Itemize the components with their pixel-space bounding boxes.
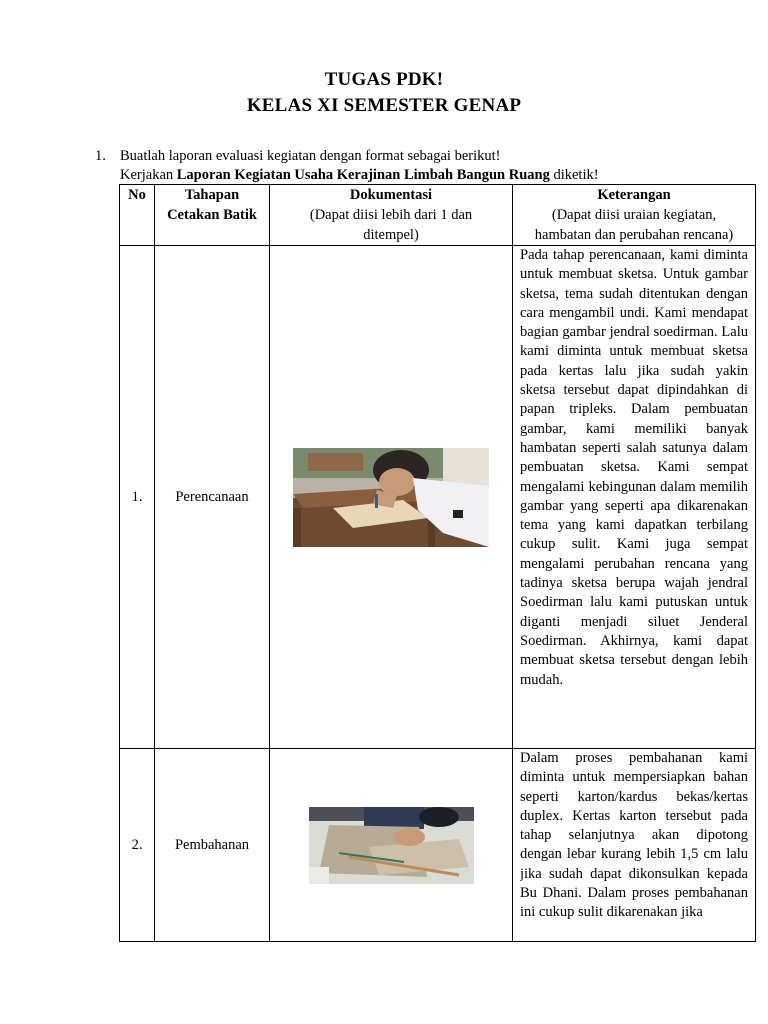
row-tahapan: Pembahanan: [155, 749, 270, 942]
row-tahapan: Perencanaan: [155, 246, 270, 749]
documentation-photo-sketching: [293, 448, 489, 547]
instruction-number: 1.: [95, 148, 106, 164]
header-tahapan: Tahapan Cetakan Batik: [155, 185, 270, 246]
instruction-bold-title: Laporan Kegiatan Usaha Kerajinan Limbah Bangun Ruang: [176, 167, 550, 183]
instruction-line-2: [120, 165, 599, 185]
instruction-suffix: diketik!: [549, 167, 599, 183]
document-subtitle: KELAS XI SEMESTER GENAP: [246, 95, 522, 116]
documentation-cell: [270, 246, 513, 749]
header-keterangan: Keterangan (Dapat diisi uraian kegiatan, hambatan dan perubahan rencana): [513, 185, 756, 246]
evaluation-table: [119, 184, 756, 942]
table-row: [120, 749, 756, 942]
row-keterangan: Pada tahap perencanaan, kami diminta untuk membuat sketsa. Untuk gambar sketsa, tema sudah ditentukan dengan cara mengambil undi. Kami mendapat bagian gambar jendral soedirman. Lalu kami diminta untuk membuat sketsa pada kertas lalu jika sudah yakin sketsa tersebut dapat dipindahkan di papan tripleks. Dalam pembuatan gambar, kami memiliki banyak hambatan seperti salah satunya dalam pembuatan sketsa. Kami sempat mengalami kebingunan dalam memilih gambar yang seperti apa dikarenakan tema yang kami dapatkan terbilang cukup sulit. Kami juga sempat mengalami perubahan rencana yang tadinya sketsa berupa wajah jendral Soedirman lalu kami putuskan untuk diganti menjadi siluet Jenderal Soedirman. Akhirnya, kami dapat membuat sketsa tersebut dengan lebih mudah.: [513, 246, 756, 749]
documentation-cell: [270, 749, 513, 942]
documentation-photo-cutting: [309, 807, 474, 884]
row-number: 2.: [120, 749, 155, 942]
table-header-row: [120, 185, 756, 246]
table-row: [120, 246, 756, 749]
row-number: 1.: [120, 246, 155, 749]
header-dokumentasi: Dokumentasi (Dapat diisi lebih dari 1 dan ditempel): [270, 185, 513, 246]
document-title: TUGAS PDK!: [324, 69, 444, 90]
instruction-line-1: Buatlah laporan evaluasi kegiatan dengan format sebagai berikut!: [120, 148, 501, 164]
row-keterangan: Dalam proses pembahanan kami diminta untuk mempersiapkan bahan seperti karton/kardus bekas/kertas duplex. Kertas karton tersebut pada tahap selanjutnya akan dipotong dengan lebar kurang lebih 1,5 cm lalu jika sudah dapat dikonsulkan kepada Bu Dhani. Dalam proses pembahanan ini cukup sulit dikarenakan jika: [513, 749, 756, 942]
header-no: No: [120, 185, 155, 246]
instruction-prefix: Kerjakan: [120, 167, 177, 183]
